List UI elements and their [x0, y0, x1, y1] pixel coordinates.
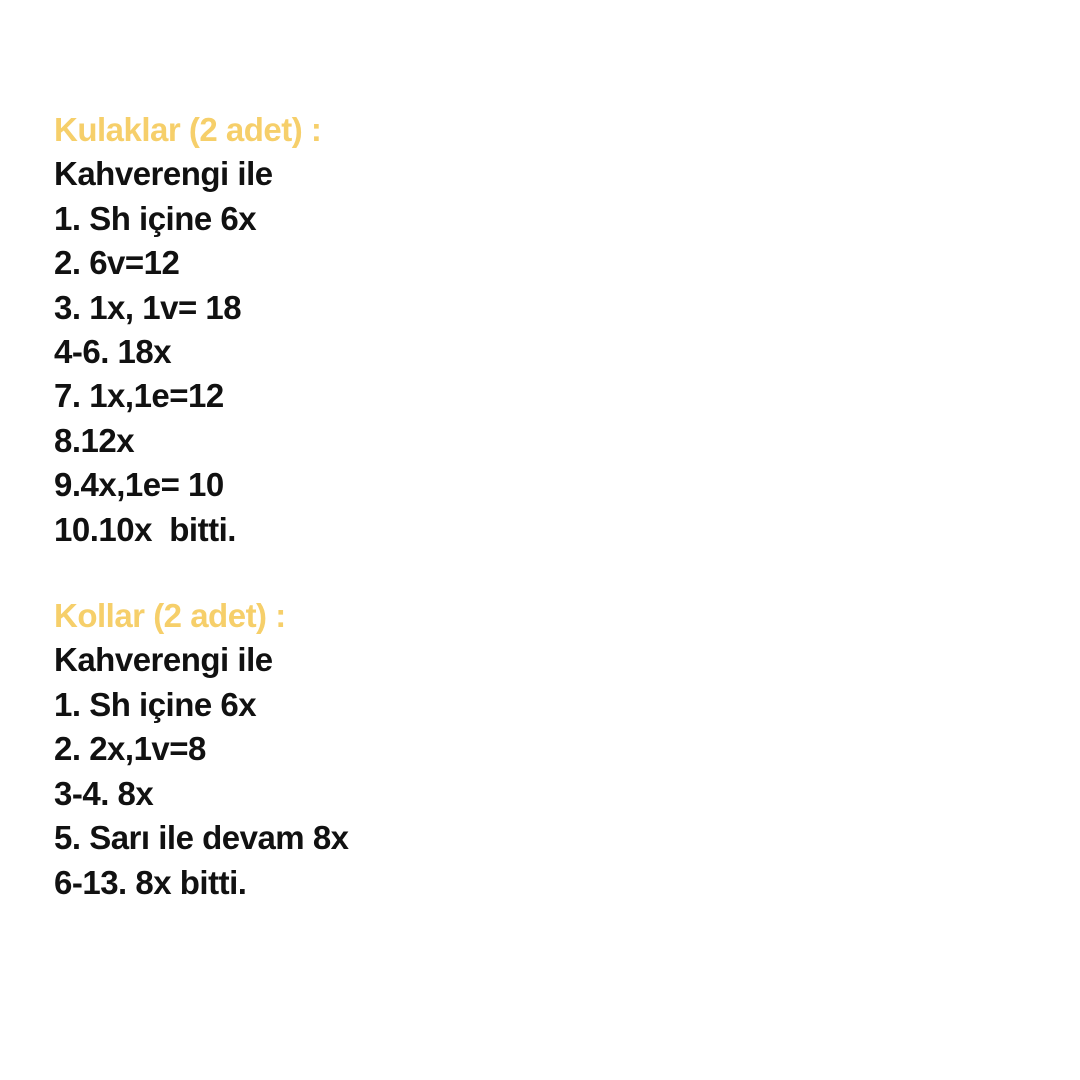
instruction-line: 2. 6v=12 — [54, 244, 180, 282]
section-kollar — [54, 594, 1034, 905]
instruction-line: 10.10x bitti. — [54, 510, 236, 548]
pattern-document — [54, 108, 1034, 905]
instruction-line: 3. 1x, 1v= 18 — [54, 288, 242, 326]
instruction-line: 3-4. 8x — [54, 774, 154, 812]
instruction-line: 9.4x,1e= 10 — [54, 466, 224, 504]
section-kulaklar — [54, 108, 1034, 552]
instruction-line: 1. Sh içine 6x — [54, 199, 257, 237]
instruction-line: Kahverengi ile — [54, 641, 273, 679]
instruction-line: 2. 2x,1v=8 — [54, 730, 206, 768]
section-title: Kulaklar (2 adet) : — [54, 111, 322, 148]
instruction-line: 5. Sarı ile devam 8x — [54, 819, 349, 857]
section-title: Kollar (2 adet) : — [54, 597, 286, 635]
instruction-line: 7. 1x,1e=12 — [54, 377, 224, 415]
instruction-line: 8.12x — [54, 421, 135, 459]
instruction-line: Kahverengi ile — [54, 155, 273, 193]
instruction-line: 4-6. 18x — [54, 333, 172, 371]
instruction-line: 6-13. 8x bitti. — [54, 863, 247, 901]
instruction-line: 1. Sh içine 6x — [54, 685, 257, 723]
